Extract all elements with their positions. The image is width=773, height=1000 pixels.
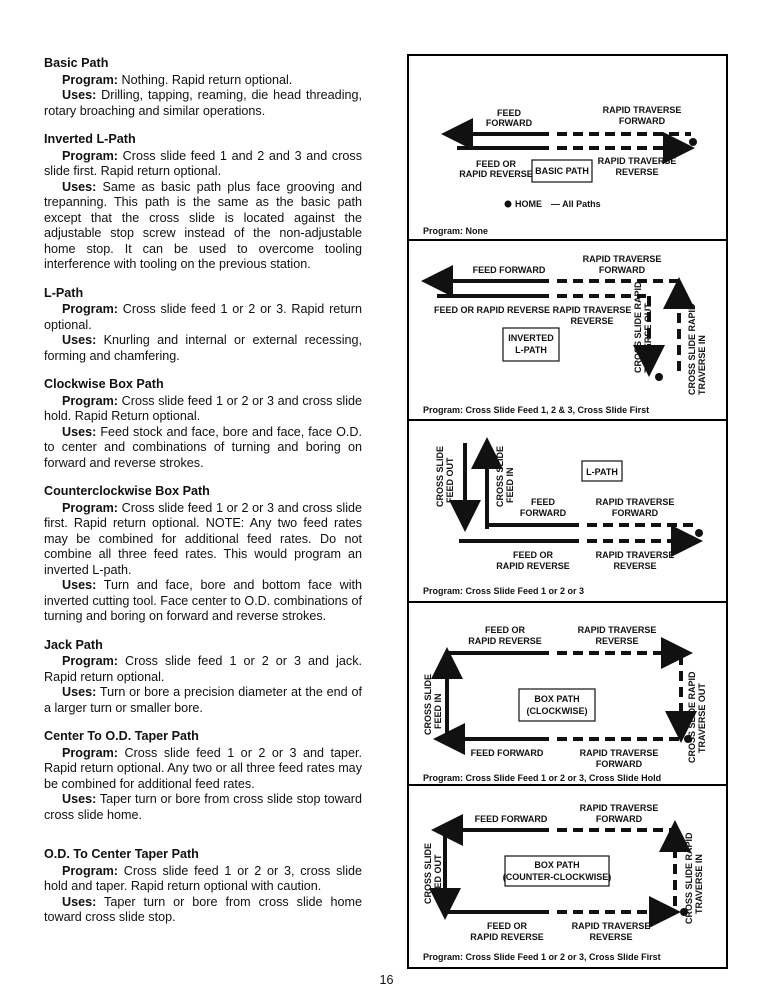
cs-in-label-group: [684, 832, 704, 924]
cs-out-label-1: CROSS SLIDE RAPID: [633, 281, 643, 373]
rapid-reverse-label-2: REVERSE: [615, 167, 659, 177]
rapid-forward-label-1: RAPID TRAVERSE: [579, 803, 659, 813]
rapid-reverse-label-2: REVERSE: [613, 561, 657, 571]
program-paragraph: [44, 73, 362, 89]
section-title: Clockwise Box Path: [44, 377, 164, 391]
inverted-box-label-2: L-PATH: [515, 345, 547, 355]
cs-feed-out-label-2: FEED OUT: [433, 854, 443, 900]
feed-reverse-label-1: FEED OR: [512, 550, 554, 560]
uses-paragraph: [44, 792, 362, 823]
feed-forward-label-2: FORWARD: [485, 118, 533, 128]
section-title: Counterclockwise Box Path: [44, 484, 210, 498]
section-title: L-Path: [44, 285, 84, 300]
ccw-box-label-1: BOX PATH: [534, 860, 580, 870]
basic-path-box-label: BASIC PATH: [535, 166, 589, 176]
cs-in-label-1: CROSS SLIDE RAPID: [687, 303, 697, 395]
cs-feed-in-label-group: [423, 674, 443, 735]
program-paragraph: [44, 501, 362, 579]
uses-paragraph: [44, 578, 362, 625]
all-paths-label: — All Paths: [551, 199, 601, 209]
cs-feed-in-label-group: [495, 446, 515, 507]
inverted-box-label-1: INVERTED: [508, 333, 554, 343]
uses-text: Taper turn or bore from cross slide stop toward cross slide home.: [44, 792, 362, 822]
cs-out-label-group: [687, 671, 707, 763]
cw-box-label-2: (CLOCKWISE): [526, 706, 588, 716]
feed-forward-label-1: FEED: [496, 108, 522, 118]
rapid-reverse-label-2: REVERSE: [595, 636, 639, 646]
cw-program-caption: Program: Cross Slide Feed 1 or 2 or 3, Cross Slide Hold: [423, 773, 662, 783]
feed-reverse-label-2: RAPID REVERSE: [470, 932, 544, 942]
counter-clockwise-box-path-diagram: [409, 786, 726, 967]
section-title: Inverted L-Path: [44, 132, 136, 146]
program-paragraph: [44, 864, 362, 895]
page-number: 16: [379, 973, 394, 987]
rapid-reverse-label-1: RAPID TRAVERSE: [571, 921, 651, 931]
l-path-diagram: [409, 421, 726, 603]
program-label: Program:: [62, 654, 118, 668]
uses-text: Turn and face, bore and bottom face with inverted cutting tool. Face center to O.D. combinations of turning and boring on forward and reverse strokes.: [44, 578, 362, 623]
basic-path-diagram: [409, 56, 726, 241]
uses-label: Uses:: [62, 894, 97, 909]
uses-text: Same as basic path plus face grooving and trepanning. This path is the same as the basic path except that the cross slide is located against the adjustable stop screw instead of the non-adjustable home stop. It can be used to overcome tooling interference with tooling on the previous station.: [44, 179, 362, 271]
cs-feed-out-label-2: FEED OUT: [445, 457, 455, 503]
rapid-forward-label-1: RAPID TRAVERSE: [602, 105, 682, 115]
inverted-l-path-diagram: [409, 241, 726, 421]
feed-forward-label-1: FEED: [530, 497, 556, 507]
feed-forward-label: FEED FORWARD: [470, 748, 544, 758]
inverted-l-path-svg: [409, 241, 726, 421]
section-od-to-center-taper-path: [44, 847, 362, 926]
l-path-svg: [409, 421, 726, 603]
uses-label: Uses:: [62, 88, 97, 102]
cw-box-label-1: BOX PATH: [534, 694, 580, 704]
rapid-forward-label-2: FORWARD: [595, 814, 643, 824]
l-path-box-label: L-PATH: [586, 467, 618, 477]
section-clockwise-box-path: [44, 377, 362, 471]
cs-in-label-2: TRAVERSE IN: [697, 335, 707, 395]
program-text: Cross slide feed 1 or 2 or 3 and cross slide first. Rapid return optional. NOTE: Any two feed rates may be combined for additional feed rates. Do not combine all three feed rates. This would program an inverted L-path.: [44, 500, 363, 577]
program-text: Cross slide feed 1 or 2 or 3, cross slide hold and taper. Rapid return optional with caution.: [44, 863, 363, 893]
cs-in-label-1: CROSS SLIDE RAPID: [684, 832, 694, 924]
cs-feed-out-label-1: CROSS SLIDE: [435, 445, 445, 507]
ccw-program-caption: Program: Cross Slide Feed 1 or 2 or 3, Cross Slide First: [423, 952, 661, 962]
feed-reverse-label-2: RAPID REVERSE: [468, 636, 542, 646]
cs-feed-out-label-1: CROSS SLIDE: [423, 842, 433, 904]
l-path-program-caption: Program: Cross Slide Feed 1 or 2 or 3: [423, 586, 585, 596]
cs-feed-in-label-2: FEED IN: [433, 693, 443, 729]
feed-reverse-label-2: RAPID REVERSE: [496, 561, 570, 571]
home-position-dot: [655, 373, 663, 381]
program-text: Nothing. Rapid return optional.: [121, 72, 293, 87]
uses-label: Uses:: [62, 578, 97, 592]
cs-feed-in-label-2: FEED IN: [505, 467, 515, 503]
ccw-box-label-2: (COUNTER-CLOCKWISE): [502, 872, 612, 882]
feed-forward-label: FEED FORWARD: [474, 814, 548, 824]
uses-paragraph: [44, 425, 362, 472]
rapid-reverse-label-1: RAPID TRAVERSE: [595, 550, 675, 560]
uses-text: Taper turn or bore from cross slide home toward cross slide stop.: [44, 894, 362, 924]
program-paragraph: [44, 149, 362, 180]
rapid-forward-label-1: RAPID TRAVERSE: [579, 748, 659, 758]
section-jack-path: [44, 638, 362, 717]
cs-feed-out-label-group: [435, 446, 455, 507]
program-label: Program:: [62, 393, 118, 408]
basic-program-caption: Program: None: [423, 226, 489, 236]
rapid-reverse-label-2: REVERSE: [589, 932, 633, 942]
program-text: Cross slide feed 1 and 2 and 3 and cross slide first. Rapid return optional.: [44, 148, 363, 178]
uses-text: Feed stock and face, bore and face, face O.D. to center and combinations of turning and boring on forward and reverse strokes.: [44, 424, 363, 470]
home-legend-dot: [505, 201, 512, 208]
feed-reverse-label: FEED OR RAPID REVERSE: [433, 305, 551, 315]
section-title: Jack Path: [44, 637, 103, 652]
cs-feed-in-label-1: CROSS SLIDE: [495, 445, 505, 507]
program-paragraph: [44, 746, 362, 793]
rapid-reverse-label-2: REVERSE: [570, 316, 614, 326]
section-title: Center To O.D. Taper Path: [44, 729, 199, 743]
rapid-forward-label-2: FORWARD: [618, 116, 666, 126]
cs-out-label-2: TRAVERSE OUT: [643, 303, 653, 373]
cs-in-label-2: TRAVERSE IN: [694, 854, 704, 914]
program-label: Program:: [62, 72, 118, 87]
program-label: Program:: [62, 500, 118, 515]
uses-label: Uses:: [62, 685, 97, 699]
program-label: Program:: [62, 863, 118, 878]
uses-paragraph: [44, 180, 362, 273]
basic-path-svg: [409, 56, 726, 241]
program-label: Program:: [62, 148, 118, 163]
uses-label: Uses:: [62, 424, 97, 439]
path-diagrams-frame: [407, 54, 728, 969]
cs-in-label-group: [687, 303, 707, 395]
feed-forward-label-2: FORWARD: [519, 508, 567, 518]
feed-reverse-label-2: RAPID REVERSE: [459, 169, 533, 179]
section-l-path: [44, 286, 362, 365]
uses-label: Uses:: [62, 179, 97, 194]
cs-feed-in-label-1: CROSS SLIDE: [423, 673, 433, 735]
program-paragraph: [44, 302, 362, 333]
cs-feed-out-label-group: [423, 843, 443, 904]
program-text: Cross slide feed 1 or 2 or 3 and jack. Rapid return optional.: [44, 654, 363, 684]
rapid-forward-label-1: RAPID TRAVERSE: [582, 254, 662, 264]
uses-paragraph: [44, 895, 362, 926]
rapid-forward-label-2: FORWARD: [598, 265, 646, 275]
rapid-reverse-label-1: RAPID TRAVERSE: [552, 305, 632, 315]
rapid-reverse-label-1: RAPID TRAVERSE: [597, 156, 677, 166]
program-text: Cross slide feed 1 or 2 or 3 and cross slide hold. Rapid Return optional.: [44, 393, 363, 423]
section-counterclockwise-box-path: [44, 484, 362, 625]
feed-reverse-label-1: FEED OR: [475, 159, 517, 169]
feed-reverse-label-1: FEED OR: [484, 625, 526, 635]
uses-text: Drilling, tapping, reaming, die head threading, rotary broaching and similar operations.: [44, 88, 362, 118]
rapid-forward-label-1: RAPID TRAVERSE: [595, 497, 675, 507]
uses-label: Uses:: [62, 792, 97, 806]
cs-out-label-2: TRAVERSE OUT: [697, 683, 707, 753]
feed-forward-label: FEED FORWARD: [472, 265, 546, 275]
program-text: Cross slide feed 1 or 2 or 3 and taper. Rapid return optional. Any two or all three feed rates may be combined for additional feed rates.: [44, 745, 363, 791]
cs-out-label-1: CROSS SLIDE RAPID: [687, 671, 697, 763]
program-paragraph: [44, 654, 362, 685]
section-inverted-l-path: [44, 132, 362, 273]
rapid-forward-label-2: FORWARD: [595, 759, 643, 769]
program-text: Cross slide feed 1 or 2 or 3. Rapid return optional.: [44, 302, 363, 332]
section-title: O.D. To Center Taper Path: [44, 847, 199, 861]
inverted-program-caption: Program: Cross Slide Feed 1, 2 & 3, Cross Slide First: [423, 405, 650, 415]
uses-paragraph: [44, 333, 362, 364]
home-legend-label: HOME: [515, 199, 542, 209]
uses-label: Uses:: [62, 333, 97, 347]
home-position-dot: [689, 138, 697, 146]
home-position-dot: [695, 529, 703, 537]
uses-text: Turn or bore a precision diameter at the end of a larger turn or smaller bore.: [44, 685, 362, 715]
program-label: Program:: [62, 302, 118, 316]
program-label: Program:: [62, 745, 118, 760]
clockwise-box-path-svg: [409, 603, 726, 786]
section-center-to-od-taper-path: [44, 729, 362, 823]
rapid-reverse-label-1: RAPID TRAVERSE: [577, 625, 657, 635]
clockwise-box-path-diagram: [409, 603, 726, 786]
text-column: [44, 56, 362, 939]
program-paragraph: [44, 394, 362, 425]
counter-clockwise-box-path-svg: [409, 786, 726, 967]
uses-paragraph: [44, 685, 362, 716]
uses-text: Knurling and internal or external recessing, forming and chamfering.: [44, 333, 362, 363]
rapid-forward-label-2: FORWARD: [611, 508, 659, 518]
feed-reverse-label-1: FEED OR: [486, 921, 528, 931]
section-basic-path: [44, 56, 362, 119]
uses-paragraph: [44, 88, 362, 119]
section-title: Basic Path: [44, 56, 109, 70]
